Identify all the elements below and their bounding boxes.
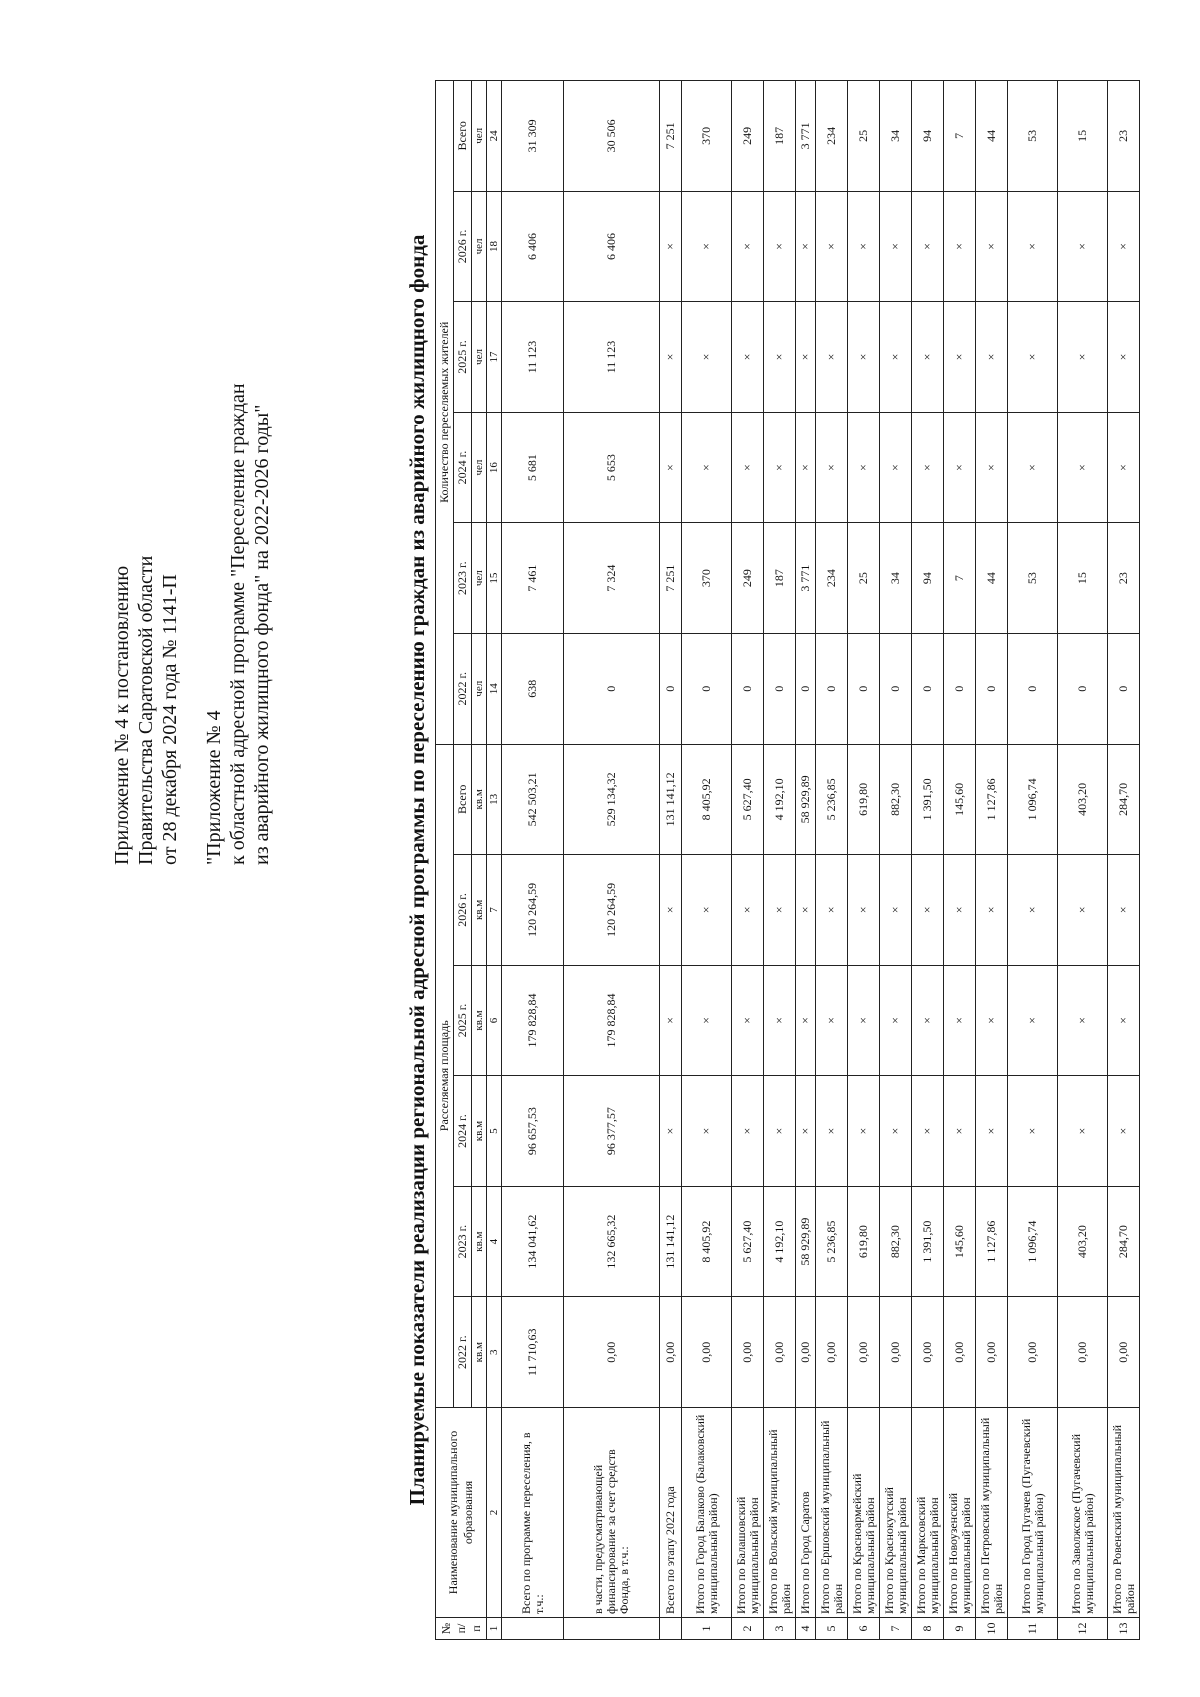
- table-cell: ×: [816, 855, 848, 966]
- table-cell: ×: [796, 855, 816, 966]
- table-cell: ×: [1108, 412, 1140, 523]
- table-cell: 0,00: [1008, 1297, 1058, 1408]
- table-row: [976, 81, 1008, 1640]
- table-cell: 25: [848, 523, 880, 634]
- table-cell: 0,00: [564, 1297, 660, 1408]
- row-name: Итого по Красноармейский муниципальный район: [848, 1408, 880, 1618]
- table-cell: ×: [796, 965, 816, 1076]
- table-cell: 0,00: [796, 1297, 816, 1408]
- table-cell: 7: [944, 523, 976, 634]
- table-cell: 0,00: [848, 1297, 880, 1408]
- years-row: [454, 81, 472, 1640]
- table-cell: 4 192,10: [764, 1186, 796, 1297]
- table-cell: ×: [816, 965, 848, 1076]
- table-row: [1008, 81, 1058, 1640]
- column-number: 16: [487, 412, 502, 523]
- header-name: Наименование муниципального образования: [436, 1408, 487, 1618]
- year-header: 2026 г.: [454, 855, 472, 966]
- table-cell: ×: [848, 855, 880, 966]
- header-line: Правительства Саратовской области: [135, 555, 157, 865]
- table-cell: ×: [1008, 1076, 1058, 1187]
- table-cell: ×: [682, 855, 732, 966]
- table-row: [796, 81, 816, 1640]
- table-cell: 120 264,59: [564, 855, 660, 966]
- year-header: 2025 г.: [454, 965, 472, 1076]
- row-number: 4: [796, 1618, 816, 1640]
- table-cell: 7 251: [660, 81, 682, 192]
- table-cell: ×: [976, 965, 1008, 1076]
- table-cell: 3 771: [796, 81, 816, 192]
- table-cell: 284,70: [1108, 744, 1140, 855]
- table-cell: 1 391,50: [912, 1186, 944, 1297]
- year-header: 2024 г.: [454, 1076, 472, 1187]
- row-name: в части, предусматривающей финансирование за счет средств Фонда, в т.ч.:: [564, 1408, 660, 1618]
- header-line: к областной адресной программе "Переселение граждан: [227, 383, 249, 865]
- column-number: 18: [487, 191, 502, 302]
- table-row: [1058, 81, 1108, 1640]
- row-number: 8: [912, 1618, 944, 1640]
- unit-header: кв.м: [472, 1076, 487, 1187]
- table-cell: ×: [764, 302, 796, 413]
- column-number: 24: [487, 81, 502, 192]
- table-cell: 0,00: [1058, 1297, 1108, 1408]
- unit-header: чел: [472, 523, 487, 634]
- table-cell: ×: [732, 965, 764, 1076]
- unit-header: чел: [472, 302, 487, 413]
- table-cell: 0,00: [816, 1297, 848, 1408]
- table-cell: 5 653: [564, 412, 660, 523]
- table-cell: ×: [764, 855, 796, 966]
- table-cell: ×: [732, 191, 764, 302]
- table-cell: ×: [660, 191, 682, 302]
- header-line: Приложение № 4 к постановлению: [111, 565, 133, 865]
- table-row: [912, 81, 944, 1640]
- table-cell: ×: [848, 302, 880, 413]
- table-cell: 131 141,12: [660, 1186, 682, 1297]
- table-cell: 249: [732, 523, 764, 634]
- table-cell: ×: [1058, 855, 1108, 966]
- year-header: 2024 г.: [454, 412, 472, 523]
- table-cell: ×: [944, 302, 976, 413]
- table-cell: 0: [848, 633, 880, 744]
- table-cell: 0: [880, 633, 912, 744]
- header-area-group: Расселяемая площадь: [436, 744, 454, 1407]
- table-cell: 1 127,86: [976, 1186, 1008, 1297]
- table-cell: 11 710,63: [502, 1297, 564, 1408]
- table-cell: ×: [660, 302, 682, 413]
- table-cell: 11 123: [564, 302, 660, 413]
- table-cell: 0,00: [880, 1297, 912, 1408]
- table-cell: 134 041,62: [502, 1186, 564, 1297]
- table-cell: 0,00: [944, 1297, 976, 1408]
- year-header: Всего: [454, 744, 472, 855]
- table-cell: ×: [796, 412, 816, 523]
- table-cell: 15: [1058, 523, 1108, 634]
- table-cell: 34: [880, 523, 912, 634]
- table-cell: 0: [1008, 633, 1058, 744]
- row-name: Итого по Заволжское (Пугачевский муниципальный район): [1058, 1408, 1108, 1618]
- table-cell: ×: [764, 412, 796, 523]
- table-cell: ×: [912, 1076, 944, 1187]
- year-header: 2025 г.: [454, 302, 472, 413]
- row-name: Итого по Балашовский муниципальный район: [732, 1408, 764, 1618]
- table-cell: ×: [912, 412, 944, 523]
- table-cell: ×: [1008, 412, 1058, 523]
- row-number: 7: [880, 1618, 912, 1640]
- table-cell: 234: [816, 81, 848, 192]
- header-line: "Приложение № 4: [203, 710, 225, 865]
- table-cell: 187: [764, 523, 796, 634]
- table-cell: 96 377,57: [564, 1076, 660, 1187]
- table-cell: ×: [660, 855, 682, 966]
- table-cell: ×: [848, 1076, 880, 1187]
- table-cell: 5 681: [502, 412, 564, 523]
- row-number: 1: [682, 1618, 732, 1640]
- table-cell: ×: [1008, 855, 1058, 966]
- table-row: [1108, 81, 1140, 1640]
- document-page: [40, 60, 1160, 1660]
- table-cell: ×: [682, 1076, 732, 1187]
- row-number: 5: [816, 1618, 848, 1640]
- year-header: 2022 г.: [454, 1297, 472, 1408]
- table-cell: 542 503,21: [502, 744, 564, 855]
- table-cell: 132 665,32: [564, 1186, 660, 1297]
- table-cell: 0: [912, 633, 944, 744]
- row-name: Итого по Город Саратов: [796, 1408, 816, 1618]
- table-cell: ×: [1008, 302, 1058, 413]
- table-cell: 403,20: [1058, 744, 1108, 855]
- table-cell: ×: [732, 855, 764, 966]
- table-cell: ×: [1108, 855, 1140, 966]
- table-cell: 0: [764, 633, 796, 744]
- table-cell: 7 461: [502, 523, 564, 634]
- table-cell: 34: [880, 81, 912, 192]
- unit-header: кв.м: [472, 744, 487, 855]
- table-cell: ×: [682, 302, 732, 413]
- table-cell: 0,00: [912, 1297, 944, 1408]
- row-name: Итого по Краснокутский муниципальный район: [880, 1408, 912, 1618]
- table-cell: 94: [912, 81, 944, 192]
- table-cell: 145,60: [944, 1186, 976, 1297]
- column-number: 7: [487, 855, 502, 966]
- table-cell: 8 405,92: [682, 744, 732, 855]
- row-number: 11: [1008, 1618, 1058, 1640]
- table-cell: 0,00: [732, 1297, 764, 1408]
- column-number: 15: [487, 523, 502, 634]
- table-cell: 44: [976, 523, 1008, 634]
- header-line: от 28 декабря 2024 года № 1141-П: [159, 574, 181, 865]
- table-cell: 0: [976, 633, 1008, 744]
- table-cell: ×: [816, 191, 848, 302]
- row-number: 9: [944, 1618, 976, 1640]
- table-cell: 23: [1108, 523, 1140, 634]
- row-name: Итого по Ровенский муниципальный район: [1108, 1408, 1140, 1618]
- row-number: 10: [976, 1618, 1008, 1640]
- year-header: 2026 г.: [454, 191, 472, 302]
- unit-header: чел: [472, 633, 487, 744]
- table-cell: ×: [1058, 191, 1108, 302]
- column-number-row: [487, 81, 502, 1640]
- table-row: [660, 81, 682, 1640]
- column-number: 3: [487, 1297, 502, 1408]
- table-cell: ×: [880, 412, 912, 523]
- table-cell: ×: [848, 965, 880, 1076]
- unit-header: кв.м: [472, 965, 487, 1076]
- row-number: [502, 1618, 564, 1640]
- row-number: 3: [764, 1618, 796, 1640]
- table-cell: 15: [1058, 81, 1108, 192]
- row-name: Итого по Город Балаково (Балаковский муниципальный район): [682, 1408, 732, 1618]
- table-cell: 5 627,40: [732, 744, 764, 855]
- table-cell: ×: [660, 1076, 682, 1187]
- table-cell: ×: [880, 1076, 912, 1187]
- table-cell: ×: [660, 412, 682, 523]
- table-cell: 187: [764, 81, 796, 192]
- table-cell: 8 405,92: [682, 1186, 732, 1297]
- column-number: 4: [487, 1186, 502, 1297]
- table-row: [944, 81, 976, 1640]
- year-header: 2022 г.: [454, 633, 472, 744]
- column-number: 6: [487, 965, 502, 1076]
- table-cell: 0,00: [682, 1297, 732, 1408]
- table-cell: ×: [976, 1076, 1008, 1187]
- table-cell: ×: [1058, 1076, 1108, 1187]
- table-cell: 0: [1058, 633, 1108, 744]
- table-cell: 44: [976, 81, 1008, 192]
- table-cell: ×: [1108, 965, 1140, 1076]
- table-cell: ×: [912, 302, 944, 413]
- table-cell: ×: [912, 855, 944, 966]
- table-cell: ×: [1108, 191, 1140, 302]
- table-cell: 5 236,85: [816, 744, 848, 855]
- table-cell: ×: [816, 1076, 848, 1187]
- table-cell: 6 406: [564, 191, 660, 302]
- row-name: Всего по программе переселения, в т.ч.:: [502, 1408, 564, 1618]
- row-number: [564, 1618, 660, 1640]
- row-number: 12: [1058, 1618, 1108, 1640]
- table-row: [502, 81, 564, 1640]
- table-row: [564, 81, 660, 1640]
- document-title: Планируемые показатели реализации региональной адресной программы по переселению граждан из аварийного жилищного фонда: [405, 234, 429, 1506]
- table-cell: ×: [880, 302, 912, 413]
- table-cell: ×: [848, 191, 880, 302]
- year-header: Всего: [454, 81, 472, 192]
- table-cell: 234: [816, 523, 848, 634]
- table-cell: 882,30: [880, 744, 912, 855]
- table-cell: ×: [732, 1076, 764, 1187]
- table-cell: ×: [1008, 965, 1058, 1076]
- table-cell: 7 251: [660, 523, 682, 634]
- unit-header: кв.м: [472, 1297, 487, 1408]
- table-cell: 370: [682, 523, 732, 634]
- table-row: [848, 81, 880, 1640]
- table-cell: 0: [732, 633, 764, 744]
- table-cell: ×: [816, 412, 848, 523]
- table-cell: ×: [880, 191, 912, 302]
- table-cell: 619,80: [848, 1186, 880, 1297]
- table-cell: 53: [1008, 523, 1058, 634]
- table-cell: ×: [682, 412, 732, 523]
- row-name: Итого по Марксовский муниципальный район: [912, 1408, 944, 1618]
- table-cell: 4 192,10: [764, 744, 796, 855]
- table-cell: 179 828,84: [564, 965, 660, 1076]
- row-name: Итого по Ершовский муниципальный район: [816, 1408, 848, 1618]
- table-cell: ×: [1058, 965, 1108, 1076]
- year-header: 2023 г.: [454, 523, 472, 634]
- table-cell: 0: [796, 633, 816, 744]
- table-cell: 284,70: [1108, 1186, 1140, 1297]
- table-cell: ×: [1108, 302, 1140, 413]
- table-cell: 6 406: [502, 191, 564, 302]
- table-row: [682, 81, 732, 1640]
- table-cell: ×: [764, 965, 796, 1076]
- column-number: 5: [487, 1076, 502, 1187]
- table-cell: ×: [1058, 412, 1108, 523]
- table-cell: ×: [976, 191, 1008, 302]
- row-name: Всего по этапу 2022 года: [660, 1408, 682, 1618]
- table-cell: 5 236,85: [816, 1186, 848, 1297]
- row-name: Итого по Новоузенский муниципальный район: [944, 1408, 976, 1618]
- units-row: [472, 81, 487, 1640]
- table-cell: 7 324: [564, 523, 660, 634]
- table-cell: 25: [848, 81, 880, 192]
- table-cell: 0: [660, 633, 682, 744]
- table-cell: 131 141,12: [660, 744, 682, 855]
- table-cell: 58 929,89: [796, 744, 816, 855]
- table-row: [732, 81, 764, 1640]
- table-row: [764, 81, 796, 1640]
- table-cell: ×: [1008, 191, 1058, 302]
- table-cell: 120 264,59: [502, 855, 564, 966]
- table-cell: ×: [944, 1076, 976, 1187]
- table-cell: ×: [796, 1076, 816, 1187]
- table-cell: 0: [564, 633, 660, 744]
- table-cell: ×: [1108, 1076, 1140, 1187]
- column-number: 14: [487, 633, 502, 744]
- table-cell: 7: [944, 81, 976, 192]
- year-header: 2023 г.: [454, 1186, 472, 1297]
- table-cell: 882,30: [880, 1186, 912, 1297]
- table-cell: 5 627,40: [732, 1186, 764, 1297]
- table-cell: 179 828,84: [502, 965, 564, 1076]
- table-cell: ×: [796, 302, 816, 413]
- table-cell: 1 096,74: [1008, 1186, 1058, 1297]
- table-cell: 370: [682, 81, 732, 192]
- table-cell: 0: [1108, 633, 1140, 744]
- header-line: из аварийного жилищного фонда" на 2022-2026 годы": [251, 404, 273, 865]
- header-people-group: Количество переселяемых жителей: [436, 81, 454, 745]
- table-cell: ×: [764, 1076, 796, 1187]
- row-number: 6: [848, 1618, 880, 1640]
- table-cell: 0,00: [660, 1297, 682, 1408]
- table-cell: ×: [764, 191, 796, 302]
- table-cell: ×: [848, 412, 880, 523]
- table-cell: ×: [944, 855, 976, 966]
- table-cell: ×: [682, 965, 732, 1076]
- table-cell: ×: [816, 302, 848, 413]
- indicators-table: [435, 80, 1140, 1640]
- row-number: 13: [1108, 1618, 1140, 1640]
- table-cell: ×: [976, 412, 1008, 523]
- table-cell: 619,80: [848, 744, 880, 855]
- unit-header: кв.м: [472, 1186, 487, 1297]
- table-cell: 1 127,86: [976, 744, 1008, 855]
- column-number: 2: [487, 1408, 502, 1618]
- unit-header: чел: [472, 191, 487, 302]
- column-number: 1: [487, 1618, 502, 1640]
- table-cell: 0: [816, 633, 848, 744]
- table-cell: ×: [880, 965, 912, 1076]
- table-cell: 53: [1008, 81, 1058, 192]
- table-cell: 96 657,53: [502, 1076, 564, 1187]
- table-cell: 3 771: [796, 523, 816, 634]
- table-cell: 23: [1108, 81, 1140, 192]
- table-cell: ×: [682, 191, 732, 302]
- table-cell: ×: [732, 302, 764, 413]
- table-cell: 145,60: [944, 744, 976, 855]
- row-name: Итого по Вольский муниципальный район: [764, 1408, 796, 1618]
- table-cell: 249: [732, 81, 764, 192]
- unit-header: чел: [472, 412, 487, 523]
- table-cell: ×: [976, 302, 1008, 413]
- row-number: 2: [732, 1618, 764, 1640]
- table-cell: 529 134,32: [564, 744, 660, 855]
- table-cell: 0,00: [764, 1297, 796, 1408]
- table-cell: 11 123: [502, 302, 564, 413]
- table-cell: 403,20: [1058, 1186, 1108, 1297]
- table-cell: ×: [796, 191, 816, 302]
- table-cell: ×: [976, 855, 1008, 966]
- table-row: [880, 81, 912, 1640]
- table-cell: 0,00: [1108, 1297, 1140, 1408]
- unit-header: кв.м: [472, 855, 487, 966]
- row-name: Итого по Петровский муниципальный район: [976, 1408, 1008, 1618]
- table-cell: ×: [944, 412, 976, 523]
- table-cell: 94: [912, 523, 944, 634]
- table-cell: 0,00: [976, 1297, 1008, 1408]
- table-cell: 31 309: [502, 81, 564, 192]
- table-cell: 638: [502, 633, 564, 744]
- row-name: Итого по Город Пугачев (Пугачевский муниципальный район): [1008, 1408, 1058, 1618]
- header-no: № п/п: [436, 1618, 487, 1640]
- column-number: 17: [487, 302, 502, 413]
- table-cell: ×: [912, 191, 944, 302]
- table-cell: ×: [732, 412, 764, 523]
- table-cell: 0: [682, 633, 732, 744]
- table-cell: 1 391,50: [912, 744, 944, 855]
- table-cell: 30 506: [564, 81, 660, 192]
- table-cell: 1 096,74: [1008, 744, 1058, 855]
- table-cell: ×: [880, 855, 912, 966]
- table-cell: ×: [912, 965, 944, 1076]
- row-number: [660, 1618, 682, 1640]
- table-cell: ×: [944, 965, 976, 1076]
- document-header: [110, 145, 274, 865]
- column-number: 13: [487, 744, 502, 855]
- table-row: [816, 81, 848, 1640]
- table-cell: 0: [944, 633, 976, 744]
- unit-header: чел: [472, 81, 487, 192]
- table-cell: ×: [1058, 302, 1108, 413]
- table-body: [502, 81, 1140, 1640]
- table-cell: 58 929,89: [796, 1186, 816, 1297]
- table-cell: ×: [660, 965, 682, 1076]
- table-cell: ×: [944, 191, 976, 302]
